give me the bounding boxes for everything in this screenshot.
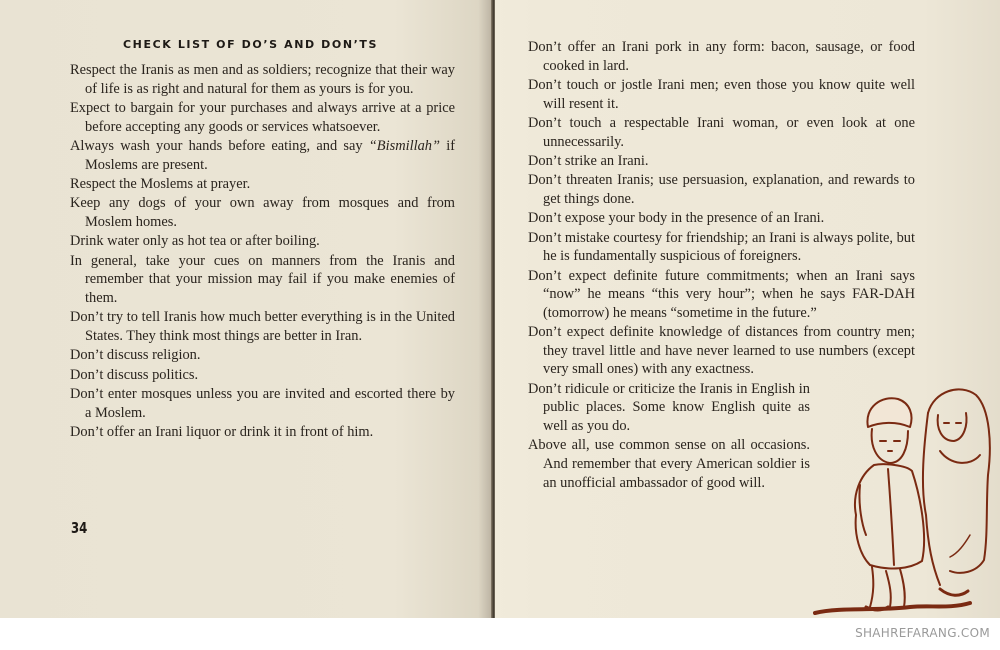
list-item: Drink water only as hot tea or after boiling. xyxy=(70,233,320,250)
left-checklist xyxy=(70,61,455,442)
list-item: Don’t mistake courtesy for friendship; an Irani is always polite, but he is fundamentally suspicious of foreigners. xyxy=(528,229,915,265)
list-item: Don’t enter mosques unless you are invited and escorted there by a Moslem. xyxy=(70,386,455,421)
list-item: Keep any dogs of your own away from mosques and from Moslem homes. xyxy=(70,195,455,230)
boy-legs xyxy=(870,567,905,607)
girl-face xyxy=(938,413,967,441)
list-item: Don’t touch a respectable Irani woman, or even look at one unnecessarily. xyxy=(528,114,915,150)
list-item-text: Always wash your hands before eating, and say xyxy=(70,137,369,154)
site-watermark: SHAHREFARANG.COM xyxy=(855,626,990,640)
list-item: Don’t try to tell Iranis how much better everything is in the United States. They think most things are better in Iran. xyxy=(70,309,455,344)
list-item: Don’t offer an Irani pork in any form: bacon, sausage, or food cooked in lard. xyxy=(528,39,915,74)
girl-feet xyxy=(940,589,968,595)
left-page xyxy=(0,0,493,618)
list-item: Don’t discuss politics. xyxy=(70,366,199,383)
list-item: Respect the Iranis as men and as soldiers; recognize that their way of life is as right and natural for them as yours is for you. xyxy=(70,62,455,97)
checklist-heading: CHECK LIST OF DO’S AND DON’TS xyxy=(123,38,379,51)
list-item: Don’t threaten Iranis; use persuasion, explanation, and rewards to get things done. xyxy=(528,172,915,207)
children-illustration xyxy=(800,385,1000,618)
list-item: Above all, use common sense on all occasions. And remember that every American soldier is an unofficial ambassador of good will. xyxy=(528,437,810,491)
list-item: Don’t strike an Irani. xyxy=(528,152,649,169)
list-item: Don’t expect definite future commitments; when an Irani says “now” he means “this very hour”; when he says FAR-DAH (tomorrow) he means “sometime in the future.” xyxy=(528,267,915,321)
boy-cap xyxy=(867,398,911,427)
list-item: Expect to bargain for your purchases and always arrive at a price before accepting any goods or services whatsoever. xyxy=(70,99,455,135)
ground-shadow xyxy=(815,603,970,613)
list-item: Don’t ridicule or criticize the Iranis in English in public places. Some know English quite as well as you do. xyxy=(528,380,810,435)
list-item: Respect the Moslems at prayer. xyxy=(70,175,251,192)
page-number: 34 xyxy=(71,519,88,537)
bismillah-word: “Bismillah” xyxy=(368,137,440,154)
list-item: Don’t expose your body in the presence of an Irani. xyxy=(528,210,825,227)
list-item: Don’t expect definite knowledge of distances from country men; they travel little and have never learned to use numbers (except very small ones) with any exactness. xyxy=(528,324,915,378)
boy-face xyxy=(872,429,908,463)
list-item: In general, take your cues on manners from the Iranis and remember that your mission may fail if you make enemies of them. xyxy=(70,252,455,306)
list-item: Don’t touch or jostle Irani men; even those you know quite well will resent it. xyxy=(528,76,915,112)
list-item: Always wash your hands before eating, and say “Bismillah” if Moslems are present. xyxy=(70,137,456,173)
list-item: Don’t offer an Irani liquor or drink it in front of him. xyxy=(70,424,374,441)
list-item: Don’t discuss religion. xyxy=(70,347,201,364)
